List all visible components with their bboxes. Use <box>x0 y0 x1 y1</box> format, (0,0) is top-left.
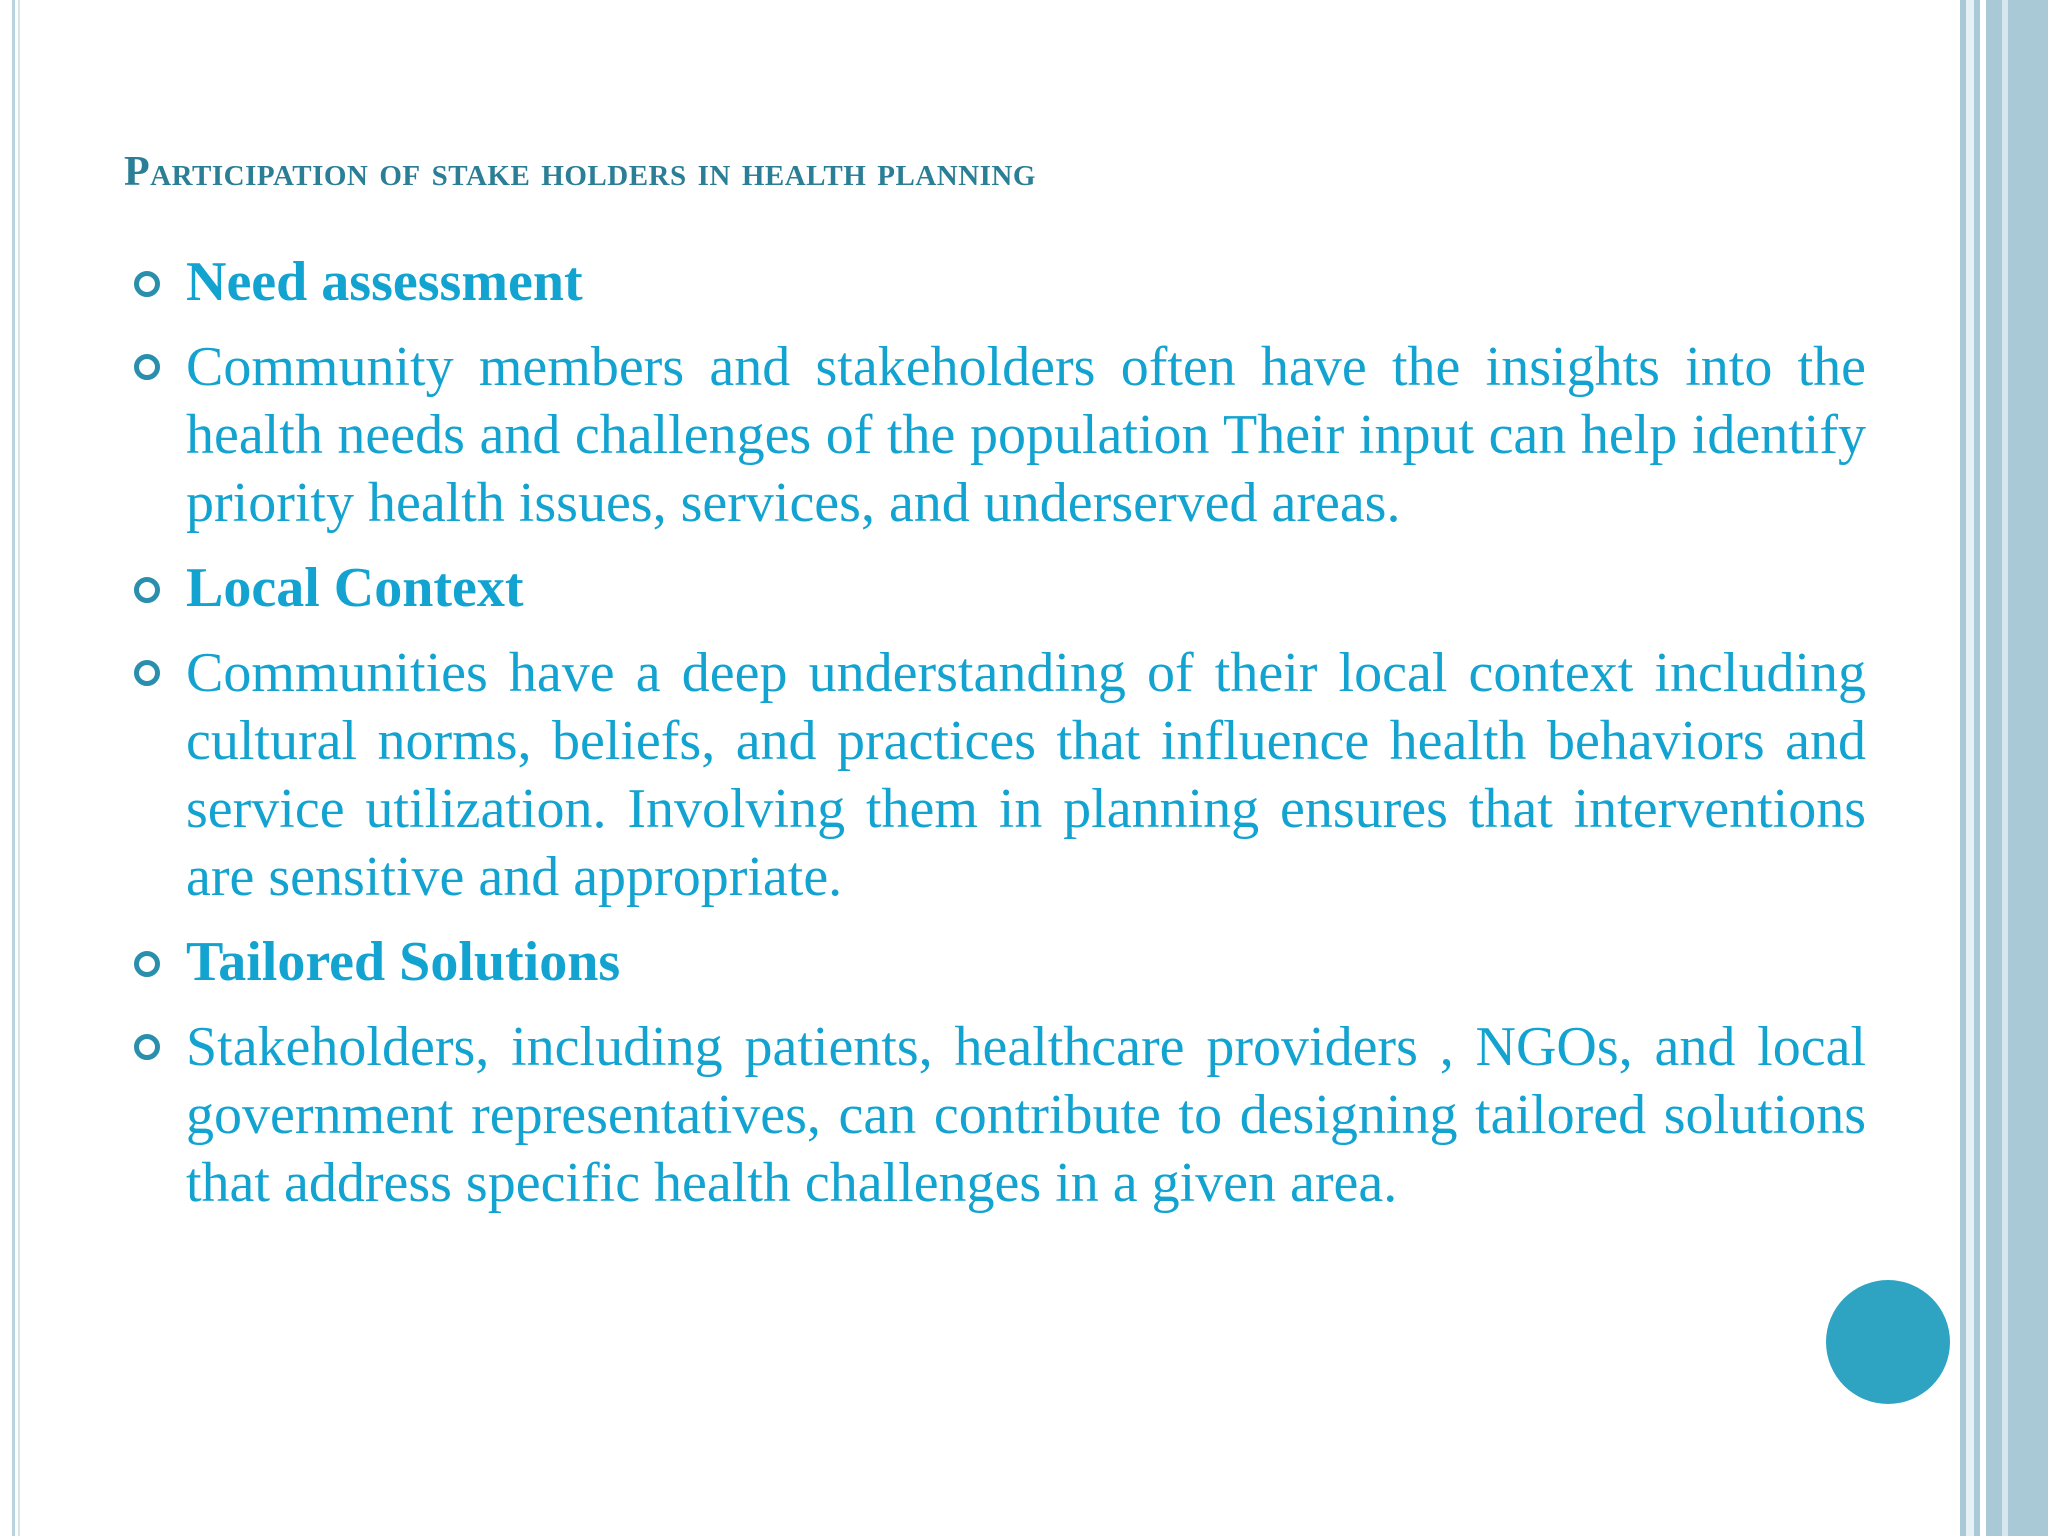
bullet-item-tailored-solutions <box>124 928 1866 996</box>
bullet-body: Stakeholders, including patients, healthcare providers , NGOs, and local government representatives, can contribute to designing tailored solutions that address specific health challenges in a given area. <box>186 1016 1866 1214</box>
right-stripe <box>1986 0 2002 1536</box>
ring-bullet-icon <box>134 271 160 297</box>
accent-circle <box>1826 1280 1950 1404</box>
bullet-body: Community members and stakeholders often have the insights into the health needs and challenges of the population Their input can help identify priority health issues, services, and underserved areas. <box>186 336 1866 534</box>
slide-title: Participation of stake holders in health planning <box>124 149 1036 195</box>
left-border-line-inner <box>18 0 20 1536</box>
bullet-heading: Local Context <box>186 557 524 619</box>
bullet-item-need-assessment-detail <box>124 333 1866 537</box>
ring-bullet-icon <box>134 354 160 380</box>
right-stripe <box>2008 0 2048 1536</box>
ring-bullet-icon <box>134 577 160 603</box>
bullet-list <box>124 248 1866 1234</box>
bullet-item-need-assessment <box>124 248 1866 316</box>
bullet-item-local-context <box>124 554 1866 622</box>
bullet-body: Communities have a deep understanding of their local context including cultural norms, beliefs, and practices that influence health behaviors and service utilization. Involving them in planning ensures that interventions are sensitive and appropriate. <box>186 642 1866 908</box>
bullet-heading: Need assessment <box>186 251 583 313</box>
bullet-item-local-context-detail <box>124 639 1866 911</box>
bullet-item-tailored-solutions-detail <box>124 1013 1866 1217</box>
ring-bullet-icon <box>134 951 160 977</box>
ring-bullet-icon <box>134 1034 160 1060</box>
bullet-heading: Tailored Solutions <box>186 931 621 993</box>
left-border-line <box>12 0 15 1536</box>
right-stripe <box>1966 0 1974 1536</box>
ring-bullet-icon <box>134 660 160 686</box>
